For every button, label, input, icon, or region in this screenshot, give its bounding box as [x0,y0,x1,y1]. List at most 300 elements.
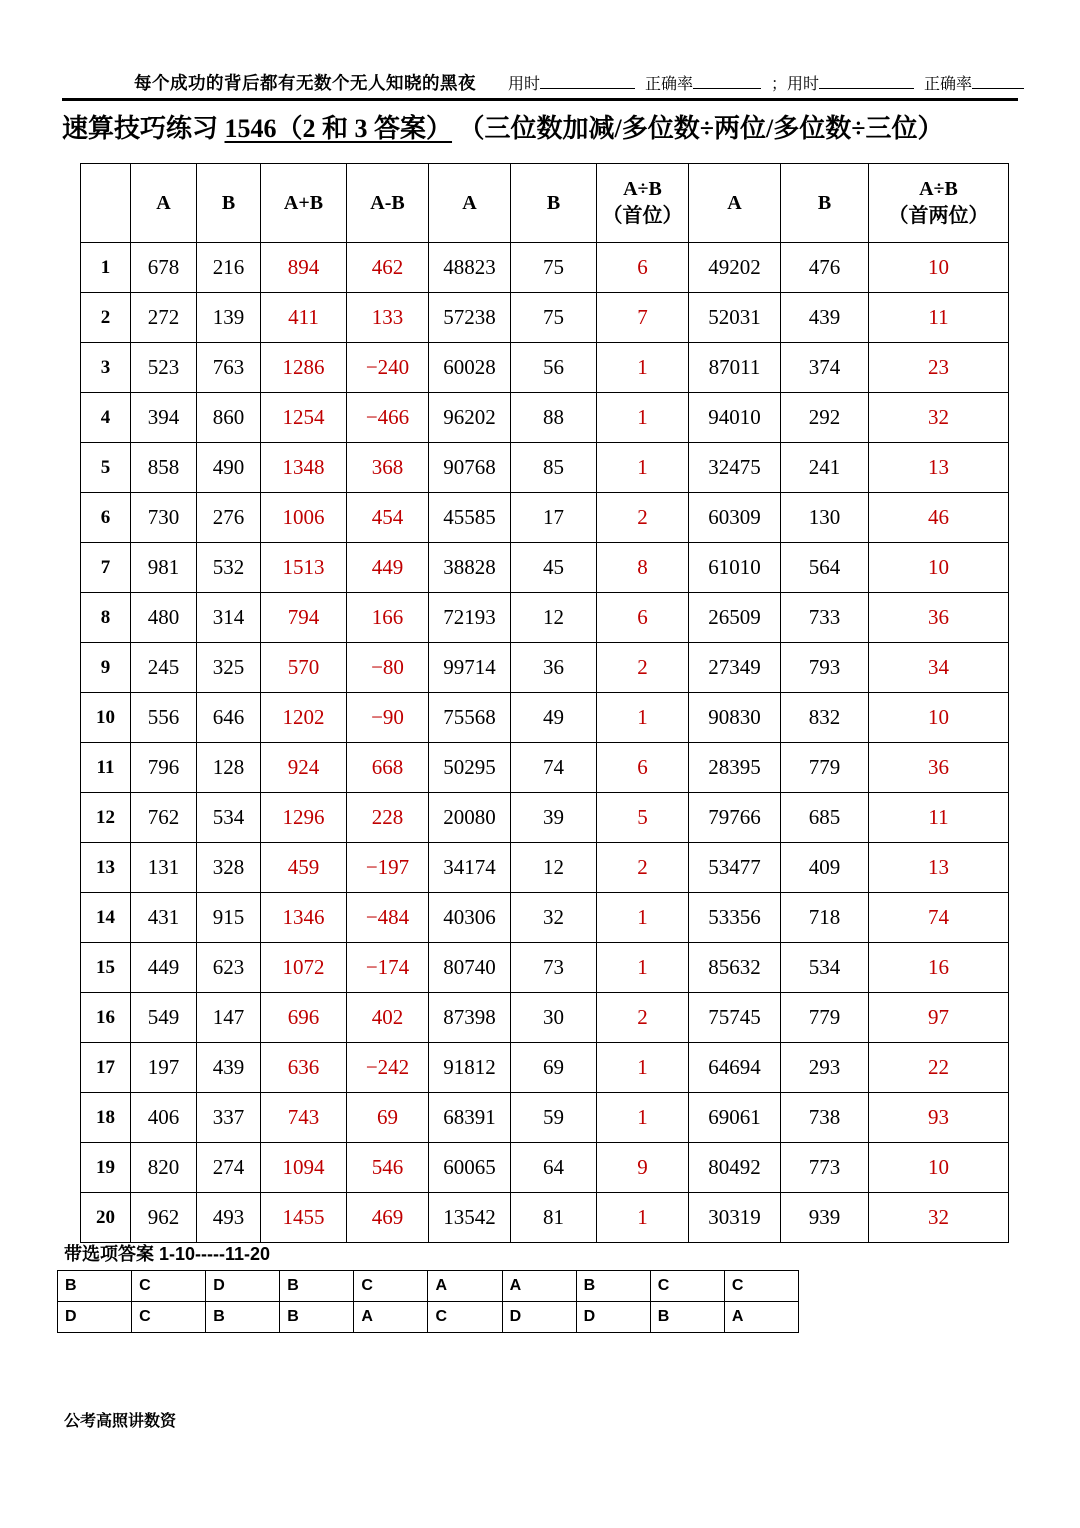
col-b2-cell: 32 [511,893,597,943]
col-a1-cell: 858 [131,443,197,493]
option-cell: D [206,1271,280,1302]
col-a-minus-b-cell: 228 [347,793,429,843]
col-a-minus-b-cell: −174 [347,943,429,993]
col-b1-cell: 439 [197,1043,261,1093]
col-b1-cell: 337 [197,1093,261,1143]
row-number-cell: 3 [81,343,131,393]
col-a-div-b-first-two-digits-cell: 10 [869,693,1009,743]
row-number-cell: 16 [81,993,131,1043]
col-a2-cell: 40306 [429,893,511,943]
col-a2-cell: 99714 [429,643,511,693]
option-cell: B [576,1271,650,1302]
col-a3-cell: 32475 [689,443,781,493]
col-a-div-b-first-two-digits-cell: 10 [869,543,1009,593]
options-label: 带选项答案 1-10-----11-20 [64,1244,271,1264]
option-cell: A [502,1271,576,1302]
row-number-cell: 15 [81,943,131,993]
row-number-cell: 2 [81,293,131,343]
col-a-plus-b-cell: 570 [261,643,347,693]
header-text: A [156,191,171,214]
time-blank-2 [819,83,914,89]
row-number-cell: 17 [81,1043,131,1093]
option-cell: D [502,1302,576,1333]
row-number-cell: 18 [81,1093,131,1143]
col-a1-cell: 678 [131,243,197,293]
page-header [62,70,1018,95]
col-b3-cell: 685 [781,793,869,843]
col-a-plus-b-cell: 411 [261,293,347,343]
header-b3 [781,164,869,243]
col-a2-cell: 60065 [429,1143,511,1193]
col-a-minus-b-cell: −466 [347,393,429,443]
col-a-minus-b-cell: 462 [347,243,429,293]
col-a3-cell: 64694 [689,1043,781,1093]
table-row [81,943,1009,993]
table-row [81,993,1009,1043]
col-b3-cell: 793 [781,643,869,693]
col-b3-cell: 738 [781,1093,869,1143]
col-b3-cell: 939 [781,1193,869,1243]
option-cell: B [650,1302,724,1333]
col-a3-cell: 79766 [689,793,781,843]
col-b2-cell: 85 [511,443,597,493]
col-b2-cell: 59 [511,1093,597,1143]
option-cell: B [58,1271,132,1302]
table-row [81,543,1009,593]
col-b3-cell: 292 [781,393,869,443]
col-a-minus-b-cell: 546 [347,1143,429,1193]
col-a-minus-b-cell: −80 [347,643,429,693]
time-label-2: ；用时 [771,76,820,93]
col-a3-cell: 53477 [689,843,781,893]
col-b3-cell: 476 [781,243,869,293]
col-a-minus-b-cell: 469 [347,1193,429,1243]
col-a1-cell: 820 [131,1143,197,1193]
title-number: 1546（2 和 3 答案） [224,114,453,143]
col-a-plus-b-cell: 1006 [261,493,347,543]
col-a-div-b-first-two-digits-cell: 10 [869,1143,1009,1193]
col-a-plus-b-cell: 1348 [261,443,347,493]
col-a1-cell: 245 [131,643,197,693]
col-a-div-b-first-digit-cell: 1 [597,343,689,393]
table-row [81,1143,1009,1193]
col-b1-cell: 276 [197,493,261,543]
col-a-minus-b-cell: −197 [347,843,429,893]
col-a-div-b-first-two-digits-cell: 13 [869,843,1009,893]
col-a1-cell: 394 [131,393,197,443]
practice-table [80,163,1009,1243]
header-a-div-b-first-digit [597,164,689,243]
col-b2-cell: 36 [511,643,597,693]
header-text: A÷B [623,178,662,200]
option-cell: D [58,1302,132,1333]
col-a-div-b-first-digit-cell: 7 [597,293,689,343]
col-a-div-b-first-digit-cell: 6 [597,743,689,793]
accuracy-blank-2 [972,83,1024,89]
col-a-plus-b-cell: 459 [261,843,347,893]
col-b3-cell: 718 [781,893,869,943]
col-a3-cell: 80492 [689,1143,781,1193]
col-a-plus-b-cell: 1202 [261,693,347,743]
col-b1-cell: 860 [197,393,261,443]
header-a-div-b-first-two-digits [869,164,1009,243]
header-text: A-B [370,191,405,214]
time-label-1: 用时 [508,76,541,93]
row-number-cell: 20 [81,1193,131,1243]
col-a1-cell: 449 [131,943,197,993]
col-a-minus-b-cell: 166 [347,593,429,643]
options-row-2 [58,1302,799,1333]
page-title [62,108,1072,145]
option-cell: C [724,1271,798,1302]
col-a2-cell: 34174 [429,843,511,893]
option-cell: A [428,1271,502,1302]
header-text: A÷B [919,178,958,200]
col-a2-cell: 13542 [429,1193,511,1243]
col-b3-cell: 534 [781,943,869,993]
col-a2-cell: 90768 [429,443,511,493]
col-b1-cell: 328 [197,843,261,893]
col-a-div-b-first-digit-cell: 1 [597,1193,689,1243]
title-prefix: 速算技巧练习 [62,114,225,143]
col-a-minus-b-cell: 368 [347,443,429,493]
row-number-cell: 4 [81,393,131,443]
row-number-cell: 14 [81,893,131,943]
col-a-div-b-first-digit-cell: 6 [597,243,689,293]
table-row [81,1193,1009,1243]
table-header-row [81,164,1009,243]
col-b2-cell: 73 [511,943,597,993]
col-b2-cell: 69 [511,1043,597,1093]
col-a-div-b-first-digit-cell: 1 [597,1093,689,1143]
col-b1-cell: 325 [197,643,261,693]
col-a-plus-b-cell: 1254 [261,393,347,443]
option-cell: D [576,1302,650,1333]
title-suffix: （三位数加减/多位数÷两位/多位数÷三位） [452,114,944,143]
header-a-plus-b [261,164,347,243]
option-cell: B [280,1271,354,1302]
header-text: （首位） [602,205,683,227]
col-a3-cell: 28395 [689,743,781,793]
col-a2-cell: 60028 [429,343,511,393]
col-b3-cell: 130 [781,493,869,543]
col-a-div-b-first-digit-cell: 1 [597,943,689,993]
col-b2-cell: 81 [511,1193,597,1243]
col-b2-cell: 39 [511,793,597,843]
col-a-minus-b-cell: −240 [347,343,429,393]
header-b1 [197,164,261,243]
col-a1-cell: 962 [131,1193,197,1243]
table-row [81,893,1009,943]
table-row [81,593,1009,643]
table-row [81,393,1009,443]
col-a3-cell: 75745 [689,993,781,1043]
main-table-body [81,243,1009,1243]
col-a-div-b-first-two-digits-cell: 16 [869,943,1009,993]
col-a-div-b-first-digit-cell: 2 [597,643,689,693]
col-a-div-b-first-two-digits-cell: 23 [869,343,1009,393]
col-a1-cell: 730 [131,493,197,543]
col-a-div-b-first-two-digits-cell: 97 [869,993,1009,1043]
row-number-cell: 12 [81,793,131,843]
header-text: A [727,191,742,214]
col-a-div-b-first-digit-cell: 2 [597,993,689,1043]
accuracy-blank-1 [693,83,761,89]
col-a2-cell: 91812 [429,1043,511,1093]
header-divider [62,98,1018,101]
col-b1-cell: 314 [197,593,261,643]
footer-watermark: 公考高照讲数资 [64,1413,177,1430]
motto-text: 每个成功的背后都有无数个无人知晓的黑夜 [134,73,476,93]
col-a-div-b-first-digit-cell: 1 [597,693,689,743]
col-b3-cell: 779 [781,743,869,793]
col-b3-cell: 733 [781,593,869,643]
col-b2-cell: 75 [511,243,597,293]
col-a-div-b-first-digit-cell: 1 [597,443,689,493]
col-b2-cell: 74 [511,743,597,793]
col-a-plus-b-cell: 743 [261,1093,347,1143]
header-text: （首两位） [888,205,989,227]
table-row [81,843,1009,893]
header-a1 [131,164,197,243]
table-row [81,343,1009,393]
header-text: A+B [283,191,324,214]
header-text: A [462,191,477,214]
col-a-div-b-first-digit-cell: 1 [597,393,689,443]
col-b2-cell: 12 [511,593,597,643]
col-b3-cell: 374 [781,343,869,393]
row-number-cell: 9 [81,643,131,693]
col-a-div-b-first-two-digits-cell: 11 [869,793,1009,843]
col-a2-cell: 75568 [429,693,511,743]
options-table-body [58,1271,799,1333]
col-a-div-b-first-digit-cell: 9 [597,1143,689,1193]
col-a-plus-b-cell: 1094 [261,1143,347,1193]
option-cell: A [354,1302,428,1333]
row-number-cell: 10 [81,693,131,743]
col-a-div-b-first-two-digits-cell: 32 [869,1193,1009,1243]
col-b3-cell: 241 [781,443,869,493]
col-a3-cell: 30319 [689,1193,781,1243]
col-a-div-b-first-two-digits-cell: 13 [869,443,1009,493]
header-text: B [546,191,561,214]
row-number-cell: 8 [81,593,131,643]
table-row [81,793,1009,843]
table-row [81,1043,1009,1093]
col-b1-cell: 128 [197,743,261,793]
col-a-div-b-first-digit-cell: 2 [597,843,689,893]
col-a1-cell: 981 [131,543,197,593]
table-row [81,443,1009,493]
col-a1-cell: 480 [131,593,197,643]
table-row [81,493,1009,543]
col-b3-cell: 564 [781,543,869,593]
col-a-div-b-first-digit-cell: 1 [597,1043,689,1093]
row-number-cell: 19 [81,1143,131,1193]
col-a1-cell: 272 [131,293,197,343]
col-a-minus-b-cell: 133 [347,293,429,343]
col-a3-cell: 53356 [689,893,781,943]
timing-fields [508,71,1024,94]
col-a3-cell: 27349 [689,643,781,693]
header-b2 [511,164,597,243]
table-row [81,293,1009,343]
accuracy-label-1: 正确率 [645,76,694,93]
col-b2-cell: 75 [511,293,597,343]
col-b1-cell: 623 [197,943,261,993]
col-a-plus-b-cell: 1072 [261,943,347,993]
col-a2-cell: 68391 [429,1093,511,1143]
col-a1-cell: 406 [131,1093,197,1143]
col-a-div-b-first-digit-cell: 8 [597,543,689,593]
col-a1-cell: 431 [131,893,197,943]
option-cell: C [650,1271,724,1302]
col-b1-cell: 763 [197,343,261,393]
col-a1-cell: 131 [131,843,197,893]
header-a2 [429,164,511,243]
col-b1-cell: 216 [197,243,261,293]
header-text: B [221,191,236,214]
col-a1-cell: 549 [131,993,197,1043]
col-a-div-b-first-two-digits-cell: 93 [869,1093,1009,1143]
option-cell: B [280,1302,354,1333]
header-a-minus-b [347,164,429,243]
col-b1-cell: 532 [197,543,261,593]
col-a-div-b-first-two-digits-cell: 22 [869,1043,1009,1093]
col-a-div-b-first-two-digits-cell: 34 [869,643,1009,693]
col-b1-cell: 274 [197,1143,261,1193]
col-a-div-b-first-digit-cell: 6 [597,593,689,643]
col-b1-cell: 534 [197,793,261,843]
col-a2-cell: 80740 [429,943,511,993]
col-b2-cell: 49 [511,693,597,743]
col-a-minus-b-cell: −242 [347,1043,429,1093]
table-row [81,693,1009,743]
options-row-1 [58,1271,799,1302]
col-a-div-b-first-digit-cell: 2 [597,493,689,543]
table-row [81,743,1009,793]
col-b3-cell: 832 [781,693,869,743]
col-a1-cell: 762 [131,793,197,843]
col-a-div-b-first-two-digits-cell: 32 [869,393,1009,443]
col-a-minus-b-cell: 668 [347,743,429,793]
col-a-minus-b-cell: −484 [347,893,429,943]
col-a-minus-b-cell: 402 [347,993,429,1043]
col-b1-cell: 147 [197,993,261,1043]
header-text: B [817,191,832,214]
option-cell: C [428,1302,502,1333]
col-a3-cell: 61010 [689,543,781,593]
col-a2-cell: 57238 [429,293,511,343]
col-a-minus-b-cell: 449 [347,543,429,593]
col-a3-cell: 90830 [689,693,781,743]
col-b3-cell: 779 [781,993,869,1043]
col-b1-cell: 915 [197,893,261,943]
header-blank [81,164,131,243]
col-a1-cell: 197 [131,1043,197,1093]
col-a2-cell: 72193 [429,593,511,643]
col-a2-cell: 20080 [429,793,511,843]
col-a-div-b-first-two-digits-cell: 36 [869,593,1009,643]
col-a-plus-b-cell: 924 [261,743,347,793]
accuracy-label-2: 正确率 [924,76,973,93]
col-a-div-b-first-two-digits-cell: 74 [869,893,1009,943]
col-a3-cell: 49202 [689,243,781,293]
col-a-div-b-first-digit-cell: 1 [597,893,689,943]
col-b2-cell: 45 [511,543,597,593]
col-b3-cell: 293 [781,1043,869,1093]
row-number-cell: 7 [81,543,131,593]
col-a-minus-b-cell: 69 [347,1093,429,1143]
col-a2-cell: 50295 [429,743,511,793]
col-a-div-b-first-two-digits-cell: 36 [869,743,1009,793]
col-a-plus-b-cell: 1513 [261,543,347,593]
col-b3-cell: 439 [781,293,869,343]
col-a-plus-b-cell: 794 [261,593,347,643]
col-a-plus-b-cell: 1296 [261,793,347,843]
col-a3-cell: 26509 [689,593,781,643]
col-a-div-b-first-two-digits-cell: 11 [869,293,1009,343]
option-cell: B [206,1302,280,1333]
col-a3-cell: 85632 [689,943,781,993]
col-a2-cell: 45585 [429,493,511,543]
col-a1-cell: 556 [131,693,197,743]
col-a3-cell: 94010 [689,393,781,443]
col-b3-cell: 409 [781,843,869,893]
option-cell: C [132,1302,206,1333]
col-a-minus-b-cell: 454 [347,493,429,543]
col-a-plus-b-cell: 696 [261,993,347,1043]
row-number-cell: 13 [81,843,131,893]
col-a-plus-b-cell: 1346 [261,893,347,943]
col-a-div-b-first-digit-cell: 5 [597,793,689,843]
col-a3-cell: 60309 [689,493,781,543]
col-b3-cell: 773 [781,1143,869,1193]
option-cell: C [132,1271,206,1302]
option-cell: A [724,1302,798,1333]
col-a-div-b-first-two-digits-cell: 10 [869,243,1009,293]
options-answer-table [57,1270,799,1333]
col-a2-cell: 87398 [429,993,511,1043]
col-a3-cell: 87011 [689,343,781,393]
col-a3-cell: 69061 [689,1093,781,1143]
col-b1-cell: 493 [197,1193,261,1243]
col-a3-cell: 52031 [689,293,781,343]
col-a-plus-b-cell: 1286 [261,343,347,393]
option-cell: C [354,1271,428,1302]
col-b2-cell: 17 [511,493,597,543]
col-b2-cell: 56 [511,343,597,393]
col-a-plus-b-cell: 1455 [261,1193,347,1243]
col-b2-cell: 88 [511,393,597,443]
col-b1-cell: 139 [197,293,261,343]
col-b2-cell: 64 [511,1143,597,1193]
col-b1-cell: 646 [197,693,261,743]
table-row [81,1093,1009,1143]
col-a2-cell: 38828 [429,543,511,593]
col-a1-cell: 523 [131,343,197,393]
col-a2-cell: 96202 [429,393,511,443]
header-a3 [689,164,781,243]
col-a-plus-b-cell: 636 [261,1043,347,1093]
row-number-cell: 6 [81,493,131,543]
col-a1-cell: 796 [131,743,197,793]
col-a2-cell: 48823 [429,243,511,293]
col-a-plus-b-cell: 894 [261,243,347,293]
time-blank-1 [540,83,635,89]
col-b2-cell: 30 [511,993,597,1043]
col-b1-cell: 490 [197,443,261,493]
